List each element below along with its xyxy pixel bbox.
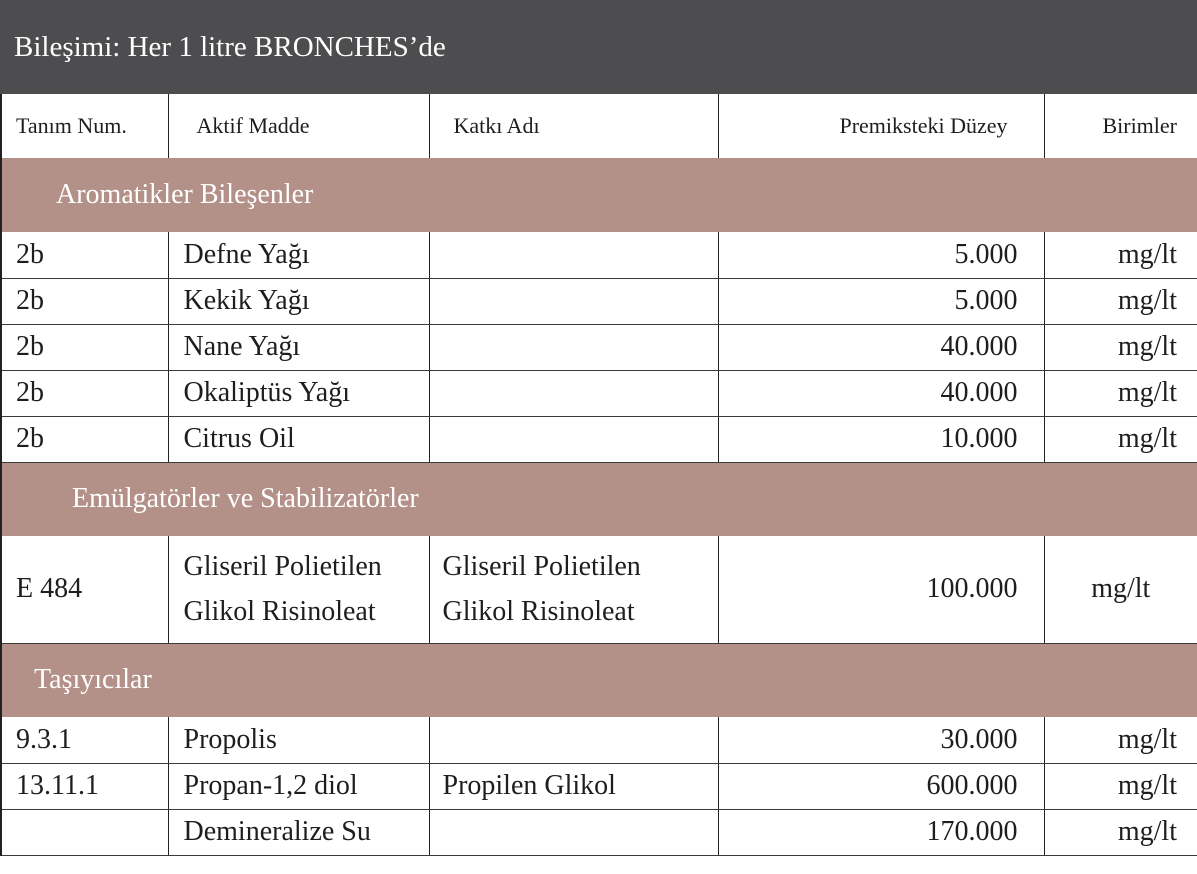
section-title: Aromatikler Bileşenler — [1, 158, 1197, 232]
active-line: Gliseril Polietilen — [183, 551, 382, 583]
unit-cell: mg/lt — [1044, 370, 1197, 416]
table-row — [1, 232, 1197, 278]
table-row — [1, 717, 1197, 763]
additive-cell — [429, 717, 718, 763]
code-cell: 2b — [1, 278, 168, 324]
level-cell: 10.000 — [718, 416, 1044, 462]
additive-cell — [429, 278, 718, 324]
section-row — [1, 158, 1197, 232]
code-cell: 2b — [1, 232, 168, 278]
level-cell: 5.000 — [718, 232, 1044, 278]
unit-cell: mg/lt — [1044, 809, 1197, 855]
level-cell: 40.000 — [718, 370, 1044, 416]
table-row — [1, 536, 1197, 643]
table-row — [1, 278, 1197, 324]
table-title: Bileşimi: Her 1 litre BRONCHES’de — [0, 0, 1197, 94]
header-code: Tanım Num. — [1, 94, 168, 158]
active-cell: Propolis — [168, 717, 429, 763]
level-cell: 5.000 — [718, 278, 1044, 324]
table-row — [1, 324, 1197, 370]
active-cell: Nane Yağı — [168, 324, 429, 370]
additive-line: Gliseril Polietilen — [442, 551, 641, 583]
active-cell: Defne Yağı — [168, 232, 429, 278]
active-cell: Okaliptüs Yağı — [168, 370, 429, 416]
table-row — [1, 416, 1197, 462]
section-row — [1, 643, 1197, 717]
code-cell: 2b — [1, 370, 168, 416]
active-cell: Kekik Yağı — [168, 278, 429, 324]
header-premix-level: Premiksteki Düzey — [718, 94, 1044, 158]
active-cell: Citrus Oil — [168, 416, 429, 462]
active-cell — [168, 536, 429, 643]
additive-cell — [429, 536, 718, 643]
section-title: Emülgatörler ve Stabilizatörler — [1, 462, 1197, 536]
level-cell: 30.000 — [718, 717, 1044, 763]
header-row — [1, 94, 1197, 158]
table-row — [1, 370, 1197, 416]
table-row — [1, 763, 1197, 809]
code-cell: 2b — [1, 324, 168, 370]
table-row — [1, 809, 1197, 855]
code-cell: E 484 — [1, 536, 168, 643]
unit-cell: mg/lt — [1044, 763, 1197, 809]
code-cell — [1, 809, 168, 855]
header-active-substance: Aktif Madde — [168, 94, 429, 158]
additive-cell: Propilen Glikol — [429, 763, 718, 809]
active-cell: Demineralize Su — [168, 809, 429, 855]
additive-line: Glikol Risinoleat — [442, 596, 635, 628]
unit-cell: mg/lt — [1044, 416, 1197, 462]
code-cell: 9.3.1 — [1, 717, 168, 763]
code-cell: 2b — [1, 416, 168, 462]
additive-cell — [429, 324, 718, 370]
additive-cell — [429, 416, 718, 462]
unit-cell: mg/lt — [1044, 536, 1197, 643]
level-cell: 100.000 — [718, 536, 1044, 643]
unit-cell: mg/lt — [1044, 278, 1197, 324]
composition-table — [0, 94, 1197, 856]
level-cell: 40.000 — [718, 324, 1044, 370]
level-cell: 600.000 — [718, 763, 1044, 809]
level-cell: 170.000 — [718, 809, 1044, 855]
section-row — [1, 462, 1197, 536]
additive-cell — [429, 232, 718, 278]
header-additive-name: Katkı Adı — [429, 94, 718, 158]
additive-cell — [429, 370, 718, 416]
code-cell: 13.11.1 — [1, 763, 168, 809]
active-cell: Propan-1,2 diol — [168, 763, 429, 809]
header-units: Birimler — [1044, 94, 1197, 158]
active-line: Glikol Risinoleat — [183, 596, 376, 628]
unit-cell: mg/lt — [1044, 717, 1197, 763]
unit-cell: mg/lt — [1044, 232, 1197, 278]
section-title: Taşıyıcılar — [1, 643, 1197, 717]
additive-cell — [429, 809, 718, 855]
unit-cell: mg/lt — [1044, 324, 1197, 370]
